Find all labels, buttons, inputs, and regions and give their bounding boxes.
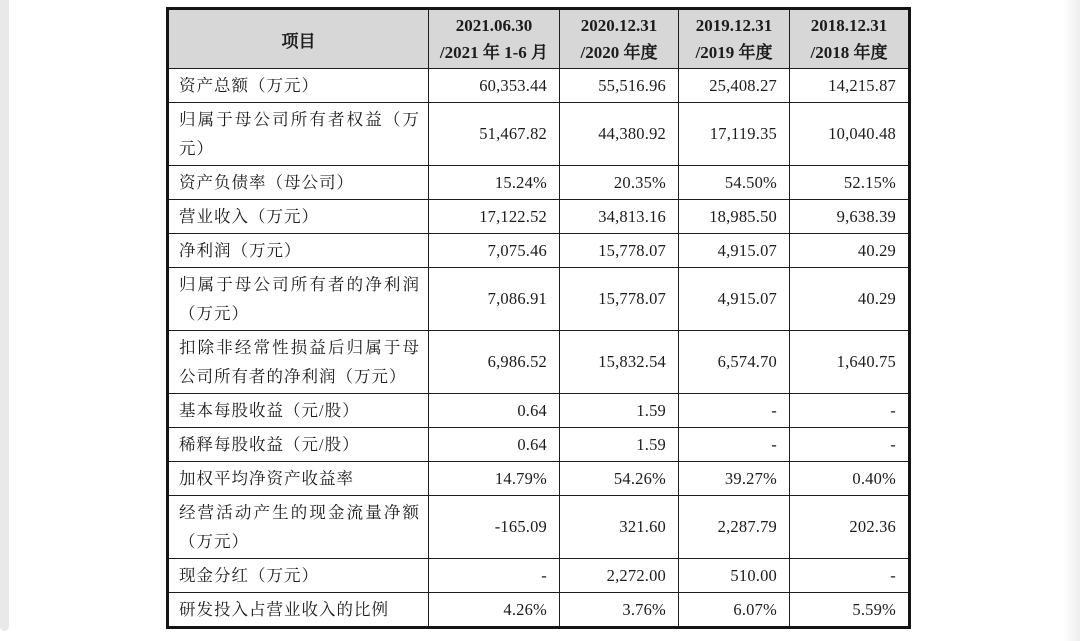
cell-value: 0.64 — [429, 394, 560, 428]
cell-value: 1.59 — [560, 394, 679, 428]
cell-value: - — [790, 559, 910, 593]
table-row — [168, 103, 910, 166]
cell-value: 14,215.87 — [790, 69, 910, 103]
cell-value: 0.40% — [790, 462, 910, 496]
header-date-2018: 2018.12.31 — [810, 16, 888, 35]
cell-value: 6,574.70 — [679, 331, 790, 394]
header-date-2019: 2019.12.31 — [695, 16, 773, 35]
cell-value: 52.15% — [790, 166, 910, 200]
table-header-row — [168, 9, 910, 69]
row-label: 经营活动产生的现金流量净额（万元） — [168, 496, 429, 559]
header-period-2021: /2021 年 1-6 月 — [439, 43, 549, 62]
cell-value: 39.27% — [679, 462, 790, 496]
header-cell-item: 项目 — [168, 9, 429, 69]
cell-value: 18,985.50 — [679, 200, 790, 234]
cell-value: 44,380.92 — [560, 103, 679, 166]
row-label: 基本每股收益（元/股） — [168, 394, 429, 428]
cell-value: 5.59% — [790, 593, 910, 628]
cell-value: - — [679, 394, 790, 428]
cell-value: 60,353.44 — [429, 69, 560, 103]
cell-value: - — [790, 394, 910, 428]
table-row — [168, 593, 910, 628]
cell-value: 17,122.52 — [429, 200, 560, 234]
cell-value: 25,408.27 — [679, 69, 790, 103]
cell-value: 15,778.07 — [560, 234, 679, 268]
page-right-edge-strip — [1064, 0, 1080, 641]
cell-value: 15,778.07 — [560, 268, 679, 331]
cell-value: 40.29 — [790, 268, 910, 331]
financial-summary-table — [166, 7, 911, 629]
cell-value: 6,986.52 — [429, 331, 560, 394]
table-row — [168, 331, 910, 394]
row-label: 稀释每股收益（元/股） — [168, 428, 429, 462]
header-period-2020: /2020 年度 — [580, 43, 658, 62]
row-label: 归属于母公司所有者的净利润（万元） — [168, 268, 429, 331]
cell-value: 2,287.79 — [679, 496, 790, 559]
cell-value: - — [790, 428, 910, 462]
cell-value: 55,516.96 — [560, 69, 679, 103]
header-cell-period-2019 — [679, 9, 790, 69]
cell-value: 54.26% — [560, 462, 679, 496]
cell-value: 1,640.75 — [790, 331, 910, 394]
row-label: 现金分红（万元） — [168, 559, 429, 593]
row-label: 资产总额（万元） — [168, 69, 429, 103]
header-date-2020: 2020.12.31 — [580, 16, 658, 35]
cell-value: - — [429, 559, 560, 593]
page-left-edge-strip — [0, 0, 9, 631]
cell-value: 14.79% — [429, 462, 560, 496]
row-label: 资产负债率（母公司） — [168, 166, 429, 200]
cell-value: 2,272.00 — [560, 559, 679, 593]
table-row — [168, 268, 910, 331]
cell-value: 40.29 — [790, 234, 910, 268]
table-row — [168, 234, 910, 268]
row-label: 研发投入占营业收入的比例 — [168, 593, 429, 628]
cell-value: 202.36 — [790, 496, 910, 559]
row-label: 加权平均净资产收益率 — [168, 462, 429, 496]
table-row — [168, 559, 910, 593]
cell-value: 17,119.35 — [679, 103, 790, 166]
table-row — [168, 69, 910, 103]
cell-value: 6.07% — [679, 593, 790, 628]
header-cell-period-2020 — [560, 9, 679, 69]
row-label: 扣除非经常性损益后归属于母公司所有者的净利润（万元） — [168, 331, 429, 394]
header-period-2019: /2019 年度 — [695, 43, 773, 62]
cell-value: - — [679, 428, 790, 462]
cell-value: 10,040.48 — [790, 103, 910, 166]
cell-value: 4.26% — [429, 593, 560, 628]
cell-value: 510.00 — [679, 559, 790, 593]
table-row — [168, 166, 910, 200]
table-row — [168, 200, 910, 234]
cell-value: -165.09 — [429, 496, 560, 559]
cell-value: 3.76% — [560, 593, 679, 628]
table-row — [168, 394, 910, 428]
cell-value: 4,915.07 — [679, 234, 790, 268]
header-date-2021: 2021.06.30 — [455, 16, 533, 35]
cell-value: 51,467.82 — [429, 103, 560, 166]
row-label: 归属于母公司所有者权益（万元） — [168, 103, 429, 166]
cell-value: 1.59 — [560, 428, 679, 462]
row-label: 净利润（万元） — [168, 234, 429, 268]
table-row — [168, 428, 910, 462]
cell-value: 7,086.91 — [429, 268, 560, 331]
header-period-2018: /2018 年度 — [810, 43, 888, 62]
cell-value: 0.64 — [429, 428, 560, 462]
cell-value: 15,832.54 — [560, 331, 679, 394]
header-cell-period-2021 — [429, 9, 560, 69]
cell-value: 9,638.39 — [790, 200, 910, 234]
cell-value: 34,813.16 — [560, 200, 679, 234]
cell-value: 321.60 — [560, 496, 679, 559]
row-label: 营业收入（万元） — [168, 200, 429, 234]
table-row — [168, 496, 910, 559]
cell-value: 4,915.07 — [679, 268, 790, 331]
cell-value: 20.35% — [560, 166, 679, 200]
cell-value: 54.50% — [679, 166, 790, 200]
table-row — [168, 462, 910, 496]
cell-value: 7,075.46 — [429, 234, 560, 268]
table-body — [168, 69, 910, 628]
header-cell-period-2018 — [790, 9, 910, 69]
cell-value: 15.24% — [429, 166, 560, 200]
